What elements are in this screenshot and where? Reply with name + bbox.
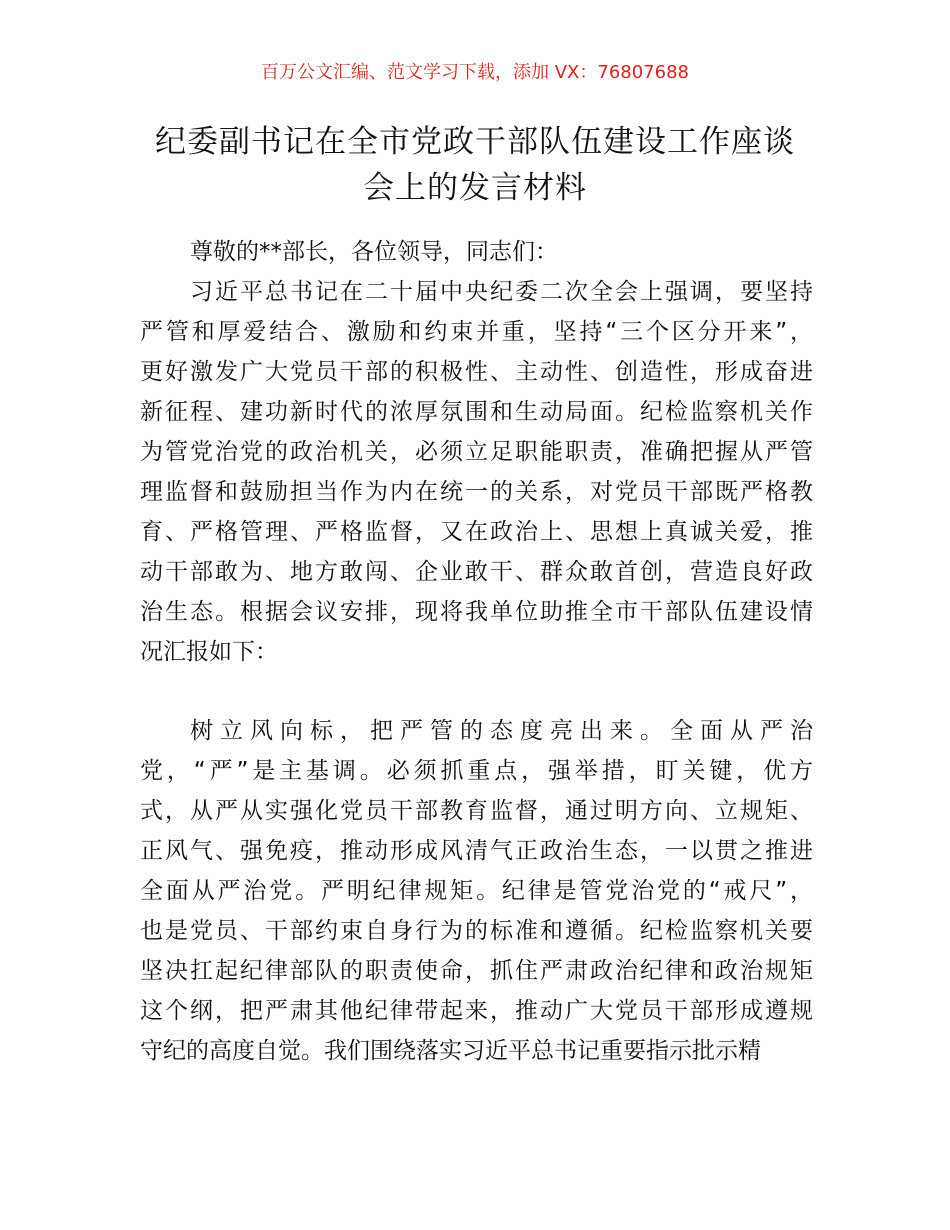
paragraph-2-line: 式，从严从实强化党员干部教育监督，通过明方向、立规矩、 (140, 798, 813, 824)
paragraph-2-line: 也是党员、干部约束自身行为的标准和遵循。纪检监察机关要 (140, 918, 813, 944)
watermark-banner: 百万公文汇编、范文学习下载，添加 VX：76807688 (261, 62, 689, 83)
paragraph-1-line: 为管党治党的政治机关，必须立足职能职责，准确把握从严管 (140, 439, 813, 465)
paragraph-2-line: 党，“严”是主基调。必须抓重点，强举措，盯关键，优方 (140, 758, 813, 784)
paragraph-1-line: 况汇报如下： (140, 639, 278, 665)
paragraph-1-line: 治生态。根据会议安排，现将我单位助推全市干部队伍建设情 (140, 599, 813, 625)
document-title-line-1: 纪委副书记在全市党政干部队伍建设工作座谈 (155, 124, 795, 160)
paragraph-2-line: 树立风向标，把严管的态度亮出来。全面从严治 (190, 718, 813, 744)
paragraph-1-line: 育、严格管理、严格监督，又在政治上、思想上真诚关爱，推 (140, 519, 813, 545)
paragraph-1-line: 理监督和鼓励担当作为内在统一的关系，对党员干部既严格教 (140, 479, 813, 505)
salutation: 尊敬的**部长，各位领导，同志们： (190, 239, 558, 265)
paragraph-1-line: 动干部敢为、地方敢闯、企业敢干、群众敢首创，营造良好政 (140, 559, 813, 585)
paragraph-1-line: 更好激发广大党员干部的积极性、主动性、创造性，形成奋进 (140, 359, 813, 385)
document-title-line-2: 会上的发言材料 (363, 170, 587, 206)
paragraph-2-line: 守纪的高度自觉。我们围绕落实习近平总书记重要指示批示精 (140, 1038, 761, 1064)
paragraph-1-line: 习近平总书记在二十届中央纪委二次全会上强调，要坚持 (190, 279, 813, 305)
paragraph-2-line: 坚决扛起纪律部队的职责使命，抓住严肃政治纪律和政治规矩 (140, 958, 813, 984)
paragraph-1-line: 新征程、建功新时代的浓厚氛围和生动局面。纪检监察机关作 (140, 399, 813, 425)
paragraph-2-line: 全面从严治党。严明纪律规矩。纪律是管党治党的“戒尺”， (140, 878, 813, 904)
paragraph-2-line: 这个纲，把严肃其他纪律带起来，推动广大党员干部形成遵规 (140, 998, 813, 1024)
paragraph-2-line: 正风气、强免疫，推动形成风清气正政治生态，一以贯之推进 (140, 838, 813, 864)
paragraph-1-line: 严管和厚爱结合、激励和约束并重，坚持“三个区分开来”， (140, 319, 813, 345)
